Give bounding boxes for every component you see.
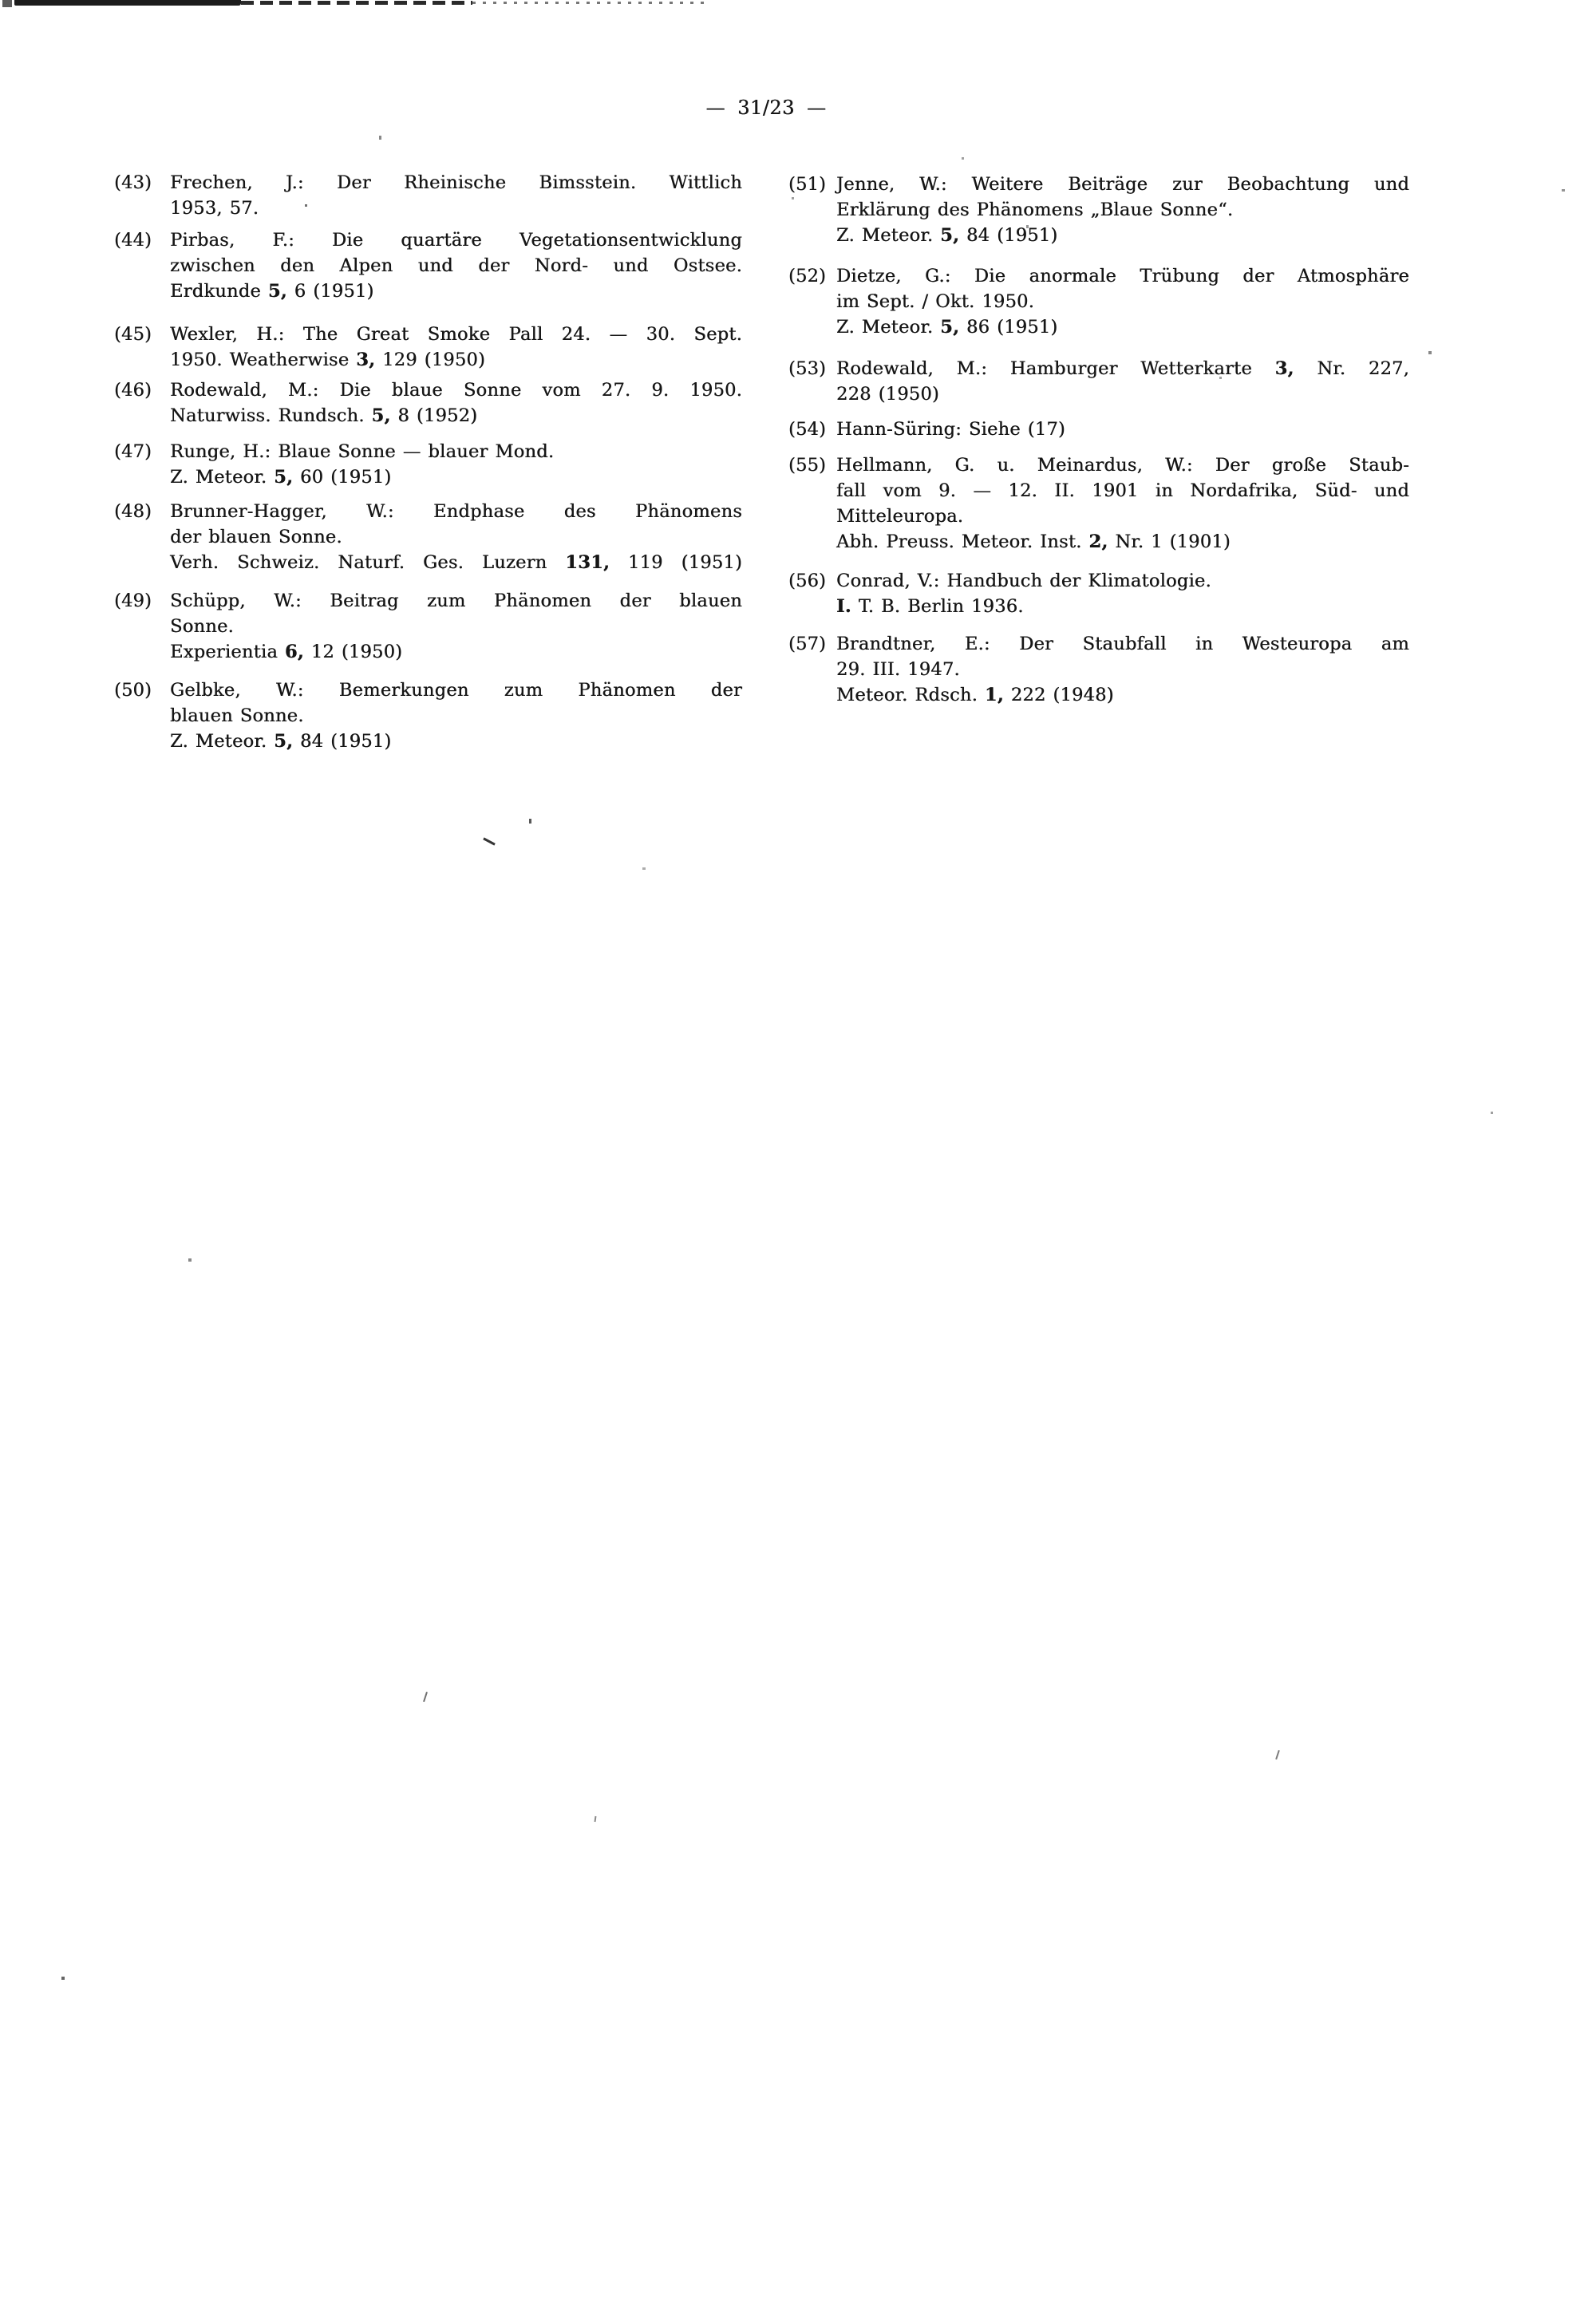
reference-line <box>836 478 1409 504</box>
reference-text <box>836 172 1409 248</box>
reference-number: (47) <box>114 441 152 462</box>
reference-text-run: Z. Meteor. <box>170 731 275 752</box>
reference-text-run: 119 (1951) <box>610 552 742 573</box>
reference-line <box>836 417 1409 442</box>
reference-text-run: 8 (1952) <box>390 405 478 426</box>
page-number: — 31/23 — <box>705 97 827 119</box>
reference-line <box>836 314 1409 340</box>
reference-line <box>836 568 1409 594</box>
reference-line <box>836 172 1409 197</box>
reference-text-run: Dietze, G.: Die anormale Trübung der Atmosphäre <box>836 266 1409 286</box>
reference-text-run: Abh. Preuss. Meteor. Inst. <box>836 531 1089 552</box>
scan-edge-artifact <box>2 0 12 7</box>
reference-text <box>170 677 742 754</box>
reference-text-run: 222 (1948) <box>1003 685 1114 705</box>
reference-entry <box>114 170 742 221</box>
reference-number: (52) <box>788 266 826 286</box>
reference-text-run: Conrad, V.: Handbuch der Klimatologie. <box>836 571 1211 591</box>
reference-entry <box>114 588 742 665</box>
reference-text <box>836 568 1409 619</box>
scan-speck <box>61 1977 65 1980</box>
volume-number-bold: 2, <box>1088 531 1108 552</box>
reference-text-run: im Sept. / Okt. 1950. <box>836 291 1034 312</box>
reference-text <box>170 588 742 665</box>
volume-number-bold: 5, <box>940 317 960 338</box>
reference-text-run: 228 (1950) <box>836 384 939 405</box>
scan-speck <box>188 1258 192 1262</box>
reference-line <box>170 278 742 304</box>
reference-number: (56) <box>788 571 826 591</box>
reference-text-run: 12 (1950) <box>303 642 403 662</box>
reference-entry <box>788 172 1409 248</box>
reference-line <box>836 504 1409 529</box>
reference-text <box>170 377 742 429</box>
reference-text <box>836 417 1409 442</box>
reference-text <box>836 631 1409 708</box>
scan-speck <box>305 204 307 207</box>
reference-text-run: Z. Meteor. <box>170 467 275 488</box>
reference-line <box>170 588 742 614</box>
reference-line <box>836 682 1409 708</box>
reference-text-run: 84 (1951) <box>293 731 392 752</box>
reference-line <box>836 631 1409 657</box>
reference-text-run: Brunner-Hagger, W.: Endphase des Phänomens <box>170 501 742 522</box>
reference-line <box>836 529 1409 555</box>
scan-speck <box>1026 225 1029 228</box>
reference-text-run: 1950. Weatherwise <box>170 350 357 370</box>
reference-text-run: Rodewald, M.: Hamburger Wetterkarte <box>836 358 1275 379</box>
reference-line <box>836 289 1409 314</box>
scan-speck <box>483 837 496 845</box>
reference-line <box>170 639 742 665</box>
volume-number-bold: 1, <box>984 685 1004 705</box>
reference-number: (48) <box>114 501 152 522</box>
reference-number: (46) <box>114 380 152 401</box>
reference-text <box>836 263 1409 340</box>
reference-text-run: 6 (1951) <box>286 281 374 302</box>
volume-number-bold: I. <box>836 596 851 617</box>
reference-line <box>836 594 1409 619</box>
reference-number: (44) <box>114 230 152 251</box>
reference-text-run: Z. Meteor. <box>836 317 941 338</box>
scan-edge-artifact <box>472 2 704 4</box>
reference-number: (57) <box>788 634 826 654</box>
volume-number-bold: 3, <box>1274 358 1294 379</box>
reference-line <box>836 197 1409 223</box>
reference-line <box>170 550 742 575</box>
reference-line <box>170 403 742 429</box>
reference-text <box>170 227 742 304</box>
reference-text-run: Brandtner, E.: Der Staubfall in Westeuropa am <box>836 634 1409 654</box>
scan-edge-artifact <box>241 1 472 5</box>
reference-entry <box>114 227 742 304</box>
reference-line <box>170 464 742 490</box>
reference-line <box>170 729 742 754</box>
reference-entry <box>788 568 1409 619</box>
reference-line <box>170 170 742 196</box>
reference-text-run: der blauen Sonne. <box>170 527 342 547</box>
reference-text-run: Hellmann, G. u. Meinardus, W.: Der große Staub- <box>836 455 1409 476</box>
reference-text-run: fall vom 9. — 12. II. 1901 in Nordafrika, Süd- und <box>836 480 1409 501</box>
reference-text-run: zwischen den Alpen und der Nord- und Ostsee. <box>170 255 742 276</box>
volume-number-bold: 6, <box>284 642 304 662</box>
reference-number: (50) <box>114 680 152 701</box>
scan-speck <box>962 157 964 160</box>
reference-line <box>836 263 1409 289</box>
reference-text-run: Erklärung des Phänomens „Blaue Sonne“. <box>836 199 1234 220</box>
reference-text-run: blauen Sonne. <box>170 705 304 726</box>
volume-number-bold: 5, <box>371 405 391 426</box>
scan-speck <box>379 136 381 140</box>
volume-number-bold: 5, <box>274 731 294 752</box>
reference-line <box>836 452 1409 478</box>
reference-line <box>170 227 742 253</box>
reference-text-run: 129 (1950) <box>375 350 485 370</box>
scan-speck <box>792 197 794 199</box>
reference-entry <box>114 377 742 429</box>
scan-edge-artifact <box>14 0 241 6</box>
reference-text-run: Rodewald, M.: Die blaue Sonne vom 27. 9. 1950. <box>170 380 742 401</box>
reference-number: (45) <box>114 324 152 345</box>
reference-line <box>836 657 1409 682</box>
reference-line <box>836 223 1409 248</box>
reference-text-run: T. B. Berlin 1936. <box>851 596 1024 617</box>
reference-number: (49) <box>114 591 152 611</box>
scan-speck <box>1275 1750 1280 1760</box>
reference-text <box>170 439 742 490</box>
volume-number-bold: 3, <box>356 350 376 370</box>
reference-text-run: Pirbas, F.: Die quartäre Vegetationsentwicklung <box>170 230 742 251</box>
reference-text-run: 29. III. 1947. <box>836 659 960 680</box>
reference-text-run: Z. Meteor. <box>836 225 941 246</box>
reference-text-run: Experientia <box>170 642 285 662</box>
reference-text <box>170 322 742 373</box>
reference-line <box>170 703 742 729</box>
reference-line <box>170 196 742 221</box>
reference-text-run: Hann-Süring: Siehe (17) <box>836 419 1065 440</box>
reference-line <box>170 439 742 464</box>
reference-text <box>170 170 742 221</box>
reference-text-run: Naturwiss. Rundsch. <box>170 405 372 426</box>
volume-number-bold: 5, <box>267 281 287 302</box>
reference-text-run: 86 (1951) <box>959 317 1058 338</box>
reference-text-run: Schüpp, W.: Beitrag zum Phänomen der blauen <box>170 591 742 611</box>
reference-line <box>170 322 742 347</box>
reference-text-run: Erdkunde <box>170 281 268 302</box>
reference-entry <box>788 263 1409 340</box>
reference-line <box>170 253 742 278</box>
reference-line <box>170 614 742 639</box>
reference-text-run: Sonne. <box>170 616 234 637</box>
volume-number-bold: 5, <box>940 225 960 246</box>
reference-number: (43) <box>114 172 152 193</box>
reference-text-run: Frechen, J.: Der Rheinische Bimsstein. Wittlich <box>170 172 742 193</box>
scan-speck <box>642 867 646 870</box>
scan-speck <box>1491 1112 1493 1114</box>
reference-text-run: Nr. 1 (1901) <box>1108 531 1231 552</box>
reference-entry <box>114 499 742 575</box>
reference-number: (55) <box>788 455 826 476</box>
reference-text <box>836 356 1409 407</box>
reference-text-run: 84 (1951) <box>959 225 1058 246</box>
reference-text-run: Meteor. Rdsch. <box>836 685 985 705</box>
reference-entry <box>788 356 1409 407</box>
reference-entry <box>788 452 1409 555</box>
reference-number: (53) <box>788 358 826 379</box>
scan-speck <box>423 1692 428 1702</box>
reference-line <box>836 356 1409 381</box>
scan-speck <box>529 819 531 824</box>
reference-text-run: Runge, H.: Blaue Sonne — blauer Mond. <box>170 441 555 462</box>
reference-entry <box>114 677 742 754</box>
reference-text-run: Verh. Schweiz. Naturf. Ges. Luzern <box>170 552 566 573</box>
scan-speck <box>595 1816 597 1822</box>
reference-text <box>170 499 742 575</box>
reference-text <box>836 452 1409 555</box>
reference-number: (51) <box>788 174 826 195</box>
scan-speck <box>1219 377 1222 379</box>
reference-text-run: Jenne, W.: Weitere Beiträge zur Beobachtung und <box>836 174 1409 195</box>
volume-number-bold: 131, <box>565 552 610 573</box>
reference-text-run: 1953, 57. <box>170 198 259 219</box>
reference-line <box>170 524 742 550</box>
reference-entry <box>788 631 1409 708</box>
reference-text-run: Mitteleuropa. <box>836 506 964 527</box>
reference-text-run: Gelbke, W.: Bemerkungen zum Phänomen der <box>170 680 742 701</box>
scan-speck <box>874 294 876 296</box>
reference-line <box>170 347 742 373</box>
reference-text-run: Nr. 227, <box>1294 358 1409 379</box>
reference-entry <box>114 322 742 373</box>
scan-speck <box>1562 189 1565 192</box>
reference-line <box>170 377 742 403</box>
volume-number-bold: 5, <box>274 467 294 488</box>
reference-text-run: Wexler, H.: The Great Smoke Pall 24. — 30. Sept. <box>170 324 742 345</box>
reference-line <box>170 677 742 703</box>
reference-line <box>836 381 1409 407</box>
scan-speck <box>1428 351 1432 354</box>
reference-number: (54) <box>788 419 826 440</box>
reference-text-run: 60 (1951) <box>293 467 392 488</box>
reference-entry <box>788 417 1409 442</box>
reference-entry <box>114 439 742 490</box>
reference-line <box>170 499 742 524</box>
